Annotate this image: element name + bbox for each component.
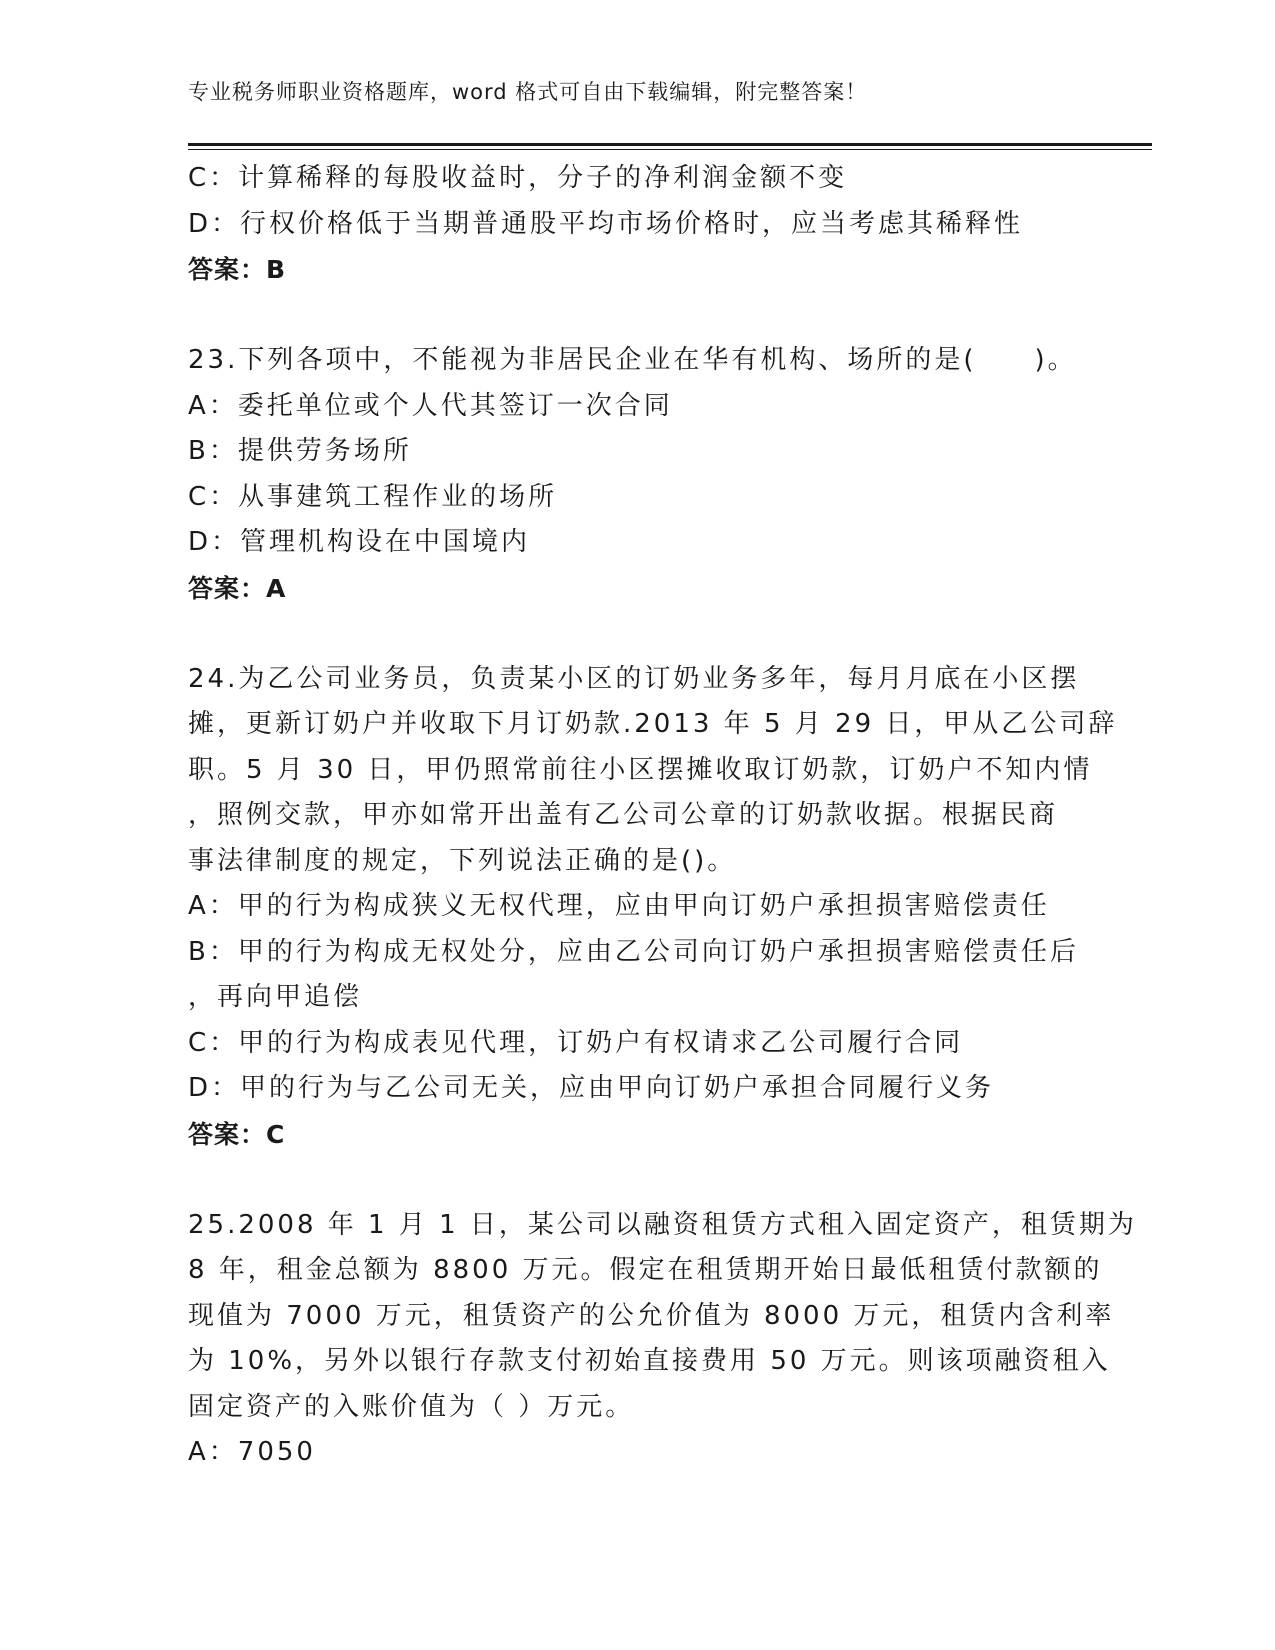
header-rule-thin: [188, 149, 1152, 150]
question-24: [188, 657, 1118, 1158]
question-22-tail: [188, 156, 1088, 293]
q24-option-d: D：甲的行为与乙公司无关，应由甲向订奶户承担合同履行义务: [188, 1073, 995, 1103]
q23-option-a: A：委托单位或个人代其签订一次合同: [188, 390, 673, 421]
q24-stem-line: 事法律制度的规定，下列说法正确的是()。: [188, 845, 737, 876]
spacer: [188, 293, 1088, 339]
document-body: [188, 156, 1137, 1476]
q25-stem-line: 固定资产的入账价值为（ ）万元。: [188, 1391, 635, 1422]
q24-option-b: B：甲的行为构成无权处分，应由乙公司向订奶户承担损害赔偿责任后: [188, 936, 1079, 967]
q24-stem-line: 职。5 月 30 日，甲仍照常前往小区摆摊收取订奶款，订奶户不知内情: [188, 754, 1093, 785]
q22-option-d: D：行权价格低于当期普通股平均市场价格时，应当考虑其稀释性: [188, 208, 1024, 239]
q25-stem-line: 现值为 7000 万元，租赁资产的公允价值为 8000 万元，租赁内含利率: [188, 1300, 1115, 1331]
q22-answer: 答案：B: [188, 255, 287, 284]
q24-option-b-continued: ，再向甲追偿: [188, 982, 363, 1012]
q24-stem-line: ，照例交款，甲亦如常开出盖有乙公司公章的订奶款收据。根据民商: [188, 800, 1059, 830]
q22-option-c: C：计算稀释的每股收益时，分子的净利润金额不变: [188, 163, 848, 193]
q24-answer: 答案：C: [188, 1119, 286, 1149]
question-25: [188, 1203, 1137, 1476]
page-header: 专业税务师职业资格题库，word 格式可自由下载编辑，附完整答案！: [188, 80, 868, 104]
q24-stem-line: 24.为乙公司业务员，负责某小区的订奶业务多年，每月月底在小区摆: [188, 663, 1080, 694]
q24-stem-line: 摊，更新订奶户并收取下月订奶款.2013 年 5 月 29 日，甲从乙公司辞: [188, 709, 1118, 739]
q25-option-a: A：7050: [188, 1437, 316, 1467]
header-rule-thick: [188, 143, 1152, 146]
q24-option-c: C：甲的行为构成表见代理，订奶户有权请求乙公司履行合同: [188, 1027, 964, 1058]
q23-option-b: B：提供劳务场所: [188, 436, 412, 466]
q25-stem-line: 8 年，租金总额为 8800 万元。假定在租赁期开始日最低租赁付款额的: [188, 1255, 1103, 1285]
q23-option-c: C：从事建筑工程作业的场所: [188, 481, 558, 512]
q25-stem-line: 25.2008 年 1 月 1 日，某公司以融资租赁方式租入固定资产，租赁期为: [188, 1209, 1137, 1240]
spacer: [188, 1157, 1088, 1203]
question-23: [188, 338, 1088, 611]
q23-answer: 答案：A: [188, 573, 287, 603]
q24-option-a: A：甲的行为构成狭义无权代理，应由甲向订奶户承担损害赔偿责任: [188, 891, 1050, 921]
spacer: [188, 611, 1088, 657]
q23-stem: 23.下列各项中，不能视为非居民企业在华有机构、场所的是( )。: [188, 345, 1077, 375]
q23-option-d: D：管理机构设在中国境内: [188, 527, 531, 557]
q25-stem-line: 为 10%，另外以银行存款支付初始直接费用 50 万元。则该项融资租入: [188, 1346, 1111, 1376]
